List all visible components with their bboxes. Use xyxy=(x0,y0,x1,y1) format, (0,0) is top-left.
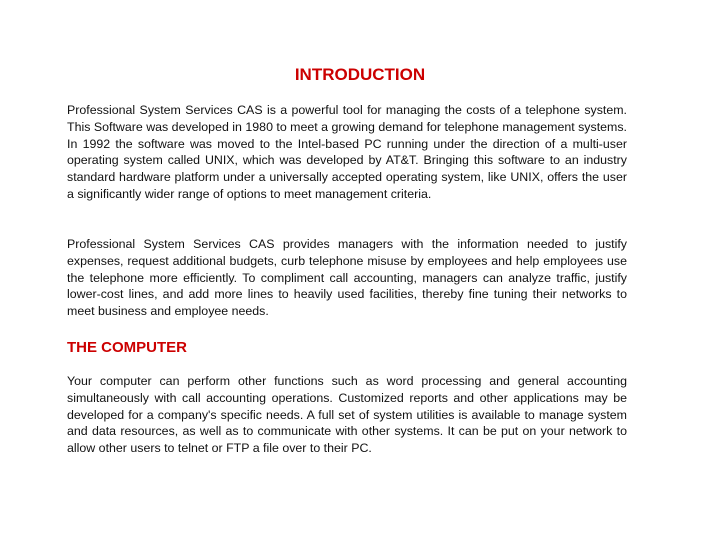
the-computer-paragraph-1: Your computer can perform other functions such as word processing and general accounting simultaneously with call accounting operations. Customized reports and other applications may be developed for a company's specific needs. A full set of system utilities is available to manage system and data resources, as well as to communicate with other systems. It can be put on your network to allow other users to telnet or FTP a file over to their PC. xyxy=(67,374,627,456)
introduction-paragraph-2: Professional System Services CAS provides managers with the information needed to justify expenses, request additional budgets, curb telephone misuse by employees and help employees use the telephone more efficiently. To compliment call accounting, managers can analyze traffic, justify lower-cost lines, and add more lines to heavily used facilities, thereby fine tuning their networks to meet business and employee needs. xyxy=(67,237,627,319)
introduction-paragraph-1: Professional System Services CAS is a powerful tool for managing the costs of a telephone system. This Software was developed in 1980 to meet a growing demand for telephone management systems. In 1992 the software was moved to the Intel-based PC running under the direction of a multi-user operating system called UNIX, which was developed by AT&T. Bringing this software to an industry standard hardware platform under a universally accepted operating system, like UNIX, offers the user a significantly wider range of options to meet management criteria. xyxy=(67,103,627,201)
section-heading-the-computer: THE COMPUTER xyxy=(67,339,187,356)
section-heading-introduction xyxy=(0,64,720,86)
introduction-heading-text: INTRODUCTION xyxy=(294,65,426,84)
